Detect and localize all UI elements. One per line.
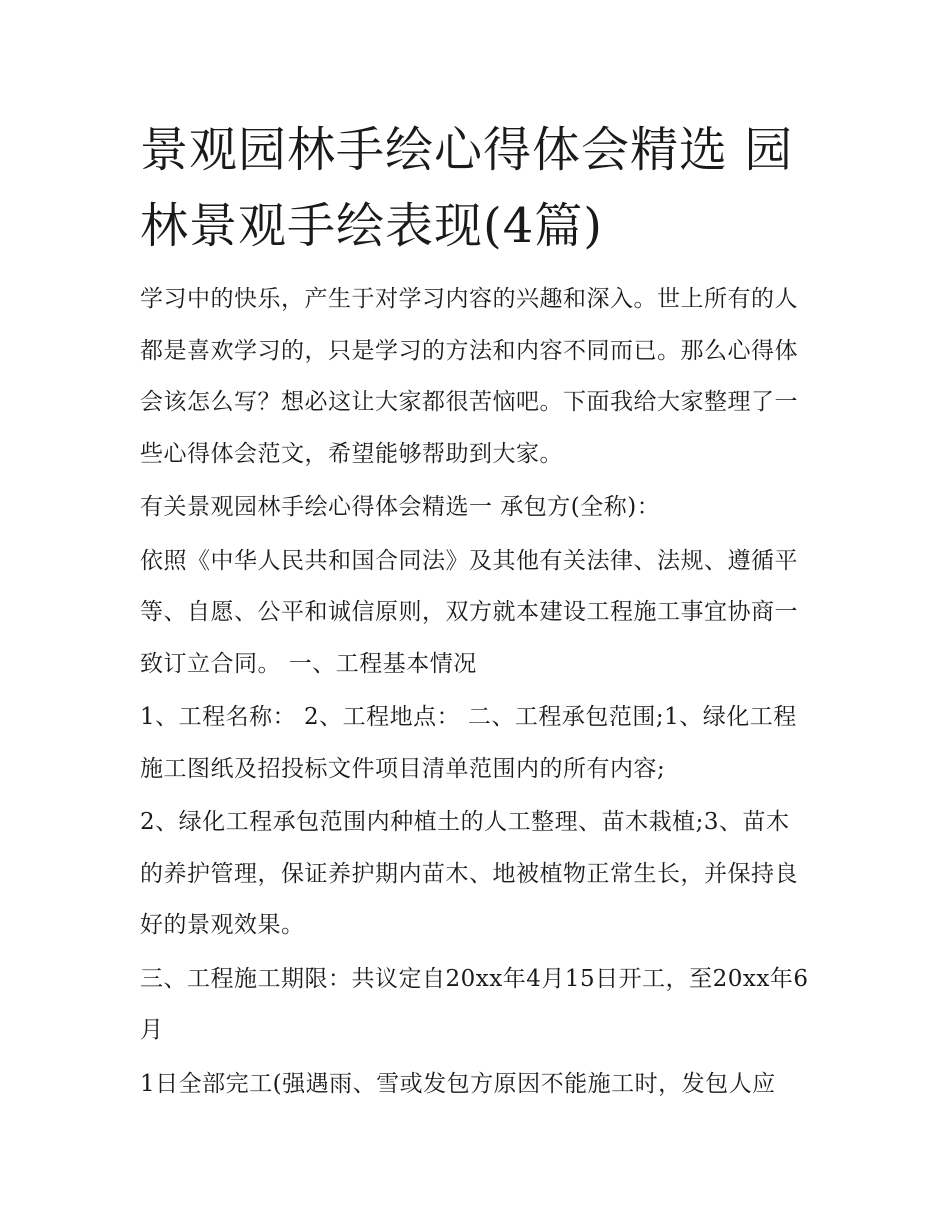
paragraph-schedule: 三、工程施工期限：共议定自20xx年4月15日开工，至20xx年6月 — [140, 965, 809, 1043]
paragraph-section-heading: 有关景观园林手绘心得体会精选一 承包方(全称)： — [140, 494, 661, 520]
paragraph-project-info: 1、工程名称： 2、工程地点： 二、工程承包范围;1、绿化工程施工图纸及招投标文件项目清单范围内的所有内容; — [140, 704, 797, 782]
paragraph-intro: 学习中的快乐，产生于对学习内容的兴趣和深入。世上所有的人都是喜欢学习的，只是学习的方法和内容不同而已。那么心得体会该怎么写？想必这让大家都很苦恼吧。下面我给大家整理了一些心得体会范文，希望能够帮助到大家。 — [140, 286, 798, 467]
document-body — [140, 274, 812, 1110]
paragraph-scope: 2、绿化工程承包范围内种植土的人工整理、苗木栽植;3、苗木的养护管理，保证养护期内苗木、地被植物正常生长，并保持良好的景观效果。 — [140, 809, 798, 938]
document-title: 景观园林手绘心得体会精选 园林景观手绘表现(4篇) — [140, 122, 794, 254]
paragraph-legal-basis: 依照《中华人民共和国合同法》及其他有关法律、法规、遵循平等、自愿、公平和诚信原则，双方就本建设工程施工事宜协商一致订立合同。 一、工程基本情况 — [140, 547, 798, 677]
paragraph-completion: 1日全部完工(强遇雨、雪或发包方原因不能施工时，发包人应 — [140, 1070, 776, 1097]
document-page — [140, 112, 812, 1112]
